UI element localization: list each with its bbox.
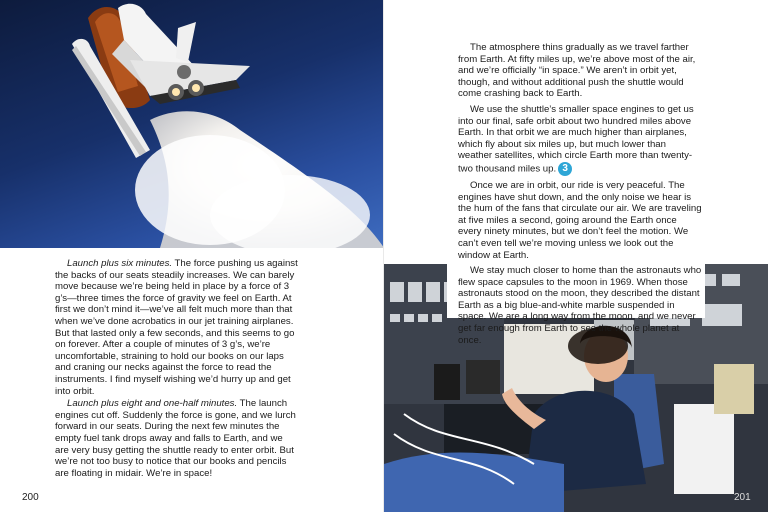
paragraph: The atmosphere thins gradually as we travel farther from Earth. At fifty miles up, we’re above most of the air, and we’re officially “in space.” We aren’t in orbit yet, though, and without additional push the shuttle would come crashing back to Earth. <box>458 42 696 100</box>
left-body-text <box>55 258 299 479</box>
paragraph-body: The launch engines cut off. Suddenly the force is gone, and we lurch forward in our seats. During the next few minutes the empty fuel tank drops away and falls to Earth, and we are very busy getting the shuttle ready to enter orbit. But we’re not too busy to notice that our books and pencils are floating in midair. We’re in space! <box>55 398 296 479</box>
paragraph-lead: Launch plus six minutes. <box>67 258 173 269</box>
paragraph <box>55 398 299 479</box>
paragraph-lead: Launch plus eight and one-half minutes. <box>67 398 238 410</box>
paragraph-body: The force pushing us against the backs of our seats steadily increases. We can barely move because we’re being held in place by a force of 3 g’s—three times the force of gravity we feel on Earth. At first we don’t mind it—we’ve all felt much more than that when we’ve done acrobatics in our jet training airplanes. But that lasted only a few seconds, and this seems to go on forever. After a couple of minutes of 3 g’s, we’re uncomfortable, straining to hold our books on our laps and craning our necks against the force to read the instruments. I find myself wishing we’d hurry up and get into orbit. <box>55 258 298 397</box>
paragraph <box>55 258 299 397</box>
paragraph: Once we are in orbit, our ride is very peaceful. The engines have shut down, and the only noise we hear is the hum of the fans that circulate our air. We are traveling at five miles a second, going around the Earth once every ninety minutes, but we don’t feel the motion. We can’t even tell we’re moving unless we look out the window at Earth. <box>458 179 702 261</box>
annotation-marker[interactable]: 3 <box>558 162 572 176</box>
paragraph-body: We use the shuttle’s smaller space engines to get us into our final, safe orbit about two hundred miles above Earth. In that orbit we are much higher than airplanes, which fly about six miles up, but much lower than weather satellites, which circle Earth more than twenty-two thousand miles up. <box>458 103 694 175</box>
page-number: 200 <box>22 492 39 503</box>
paragraph <box>458 104 702 176</box>
shuttle-launch-photo <box>0 0 384 248</box>
page-number: 201 <box>734 492 751 503</box>
right-body-text <box>458 42 702 346</box>
paragraph: We stay much closer to home than the astronauts who flew space capsules to the moon in 1969. When those astronauts stood on the moon, they described the distant Earth as a big blue-and-white marble suspended in space. We are a long way from the moon, and we never get far enough from Earth to see the whole planet at once. <box>458 265 702 346</box>
